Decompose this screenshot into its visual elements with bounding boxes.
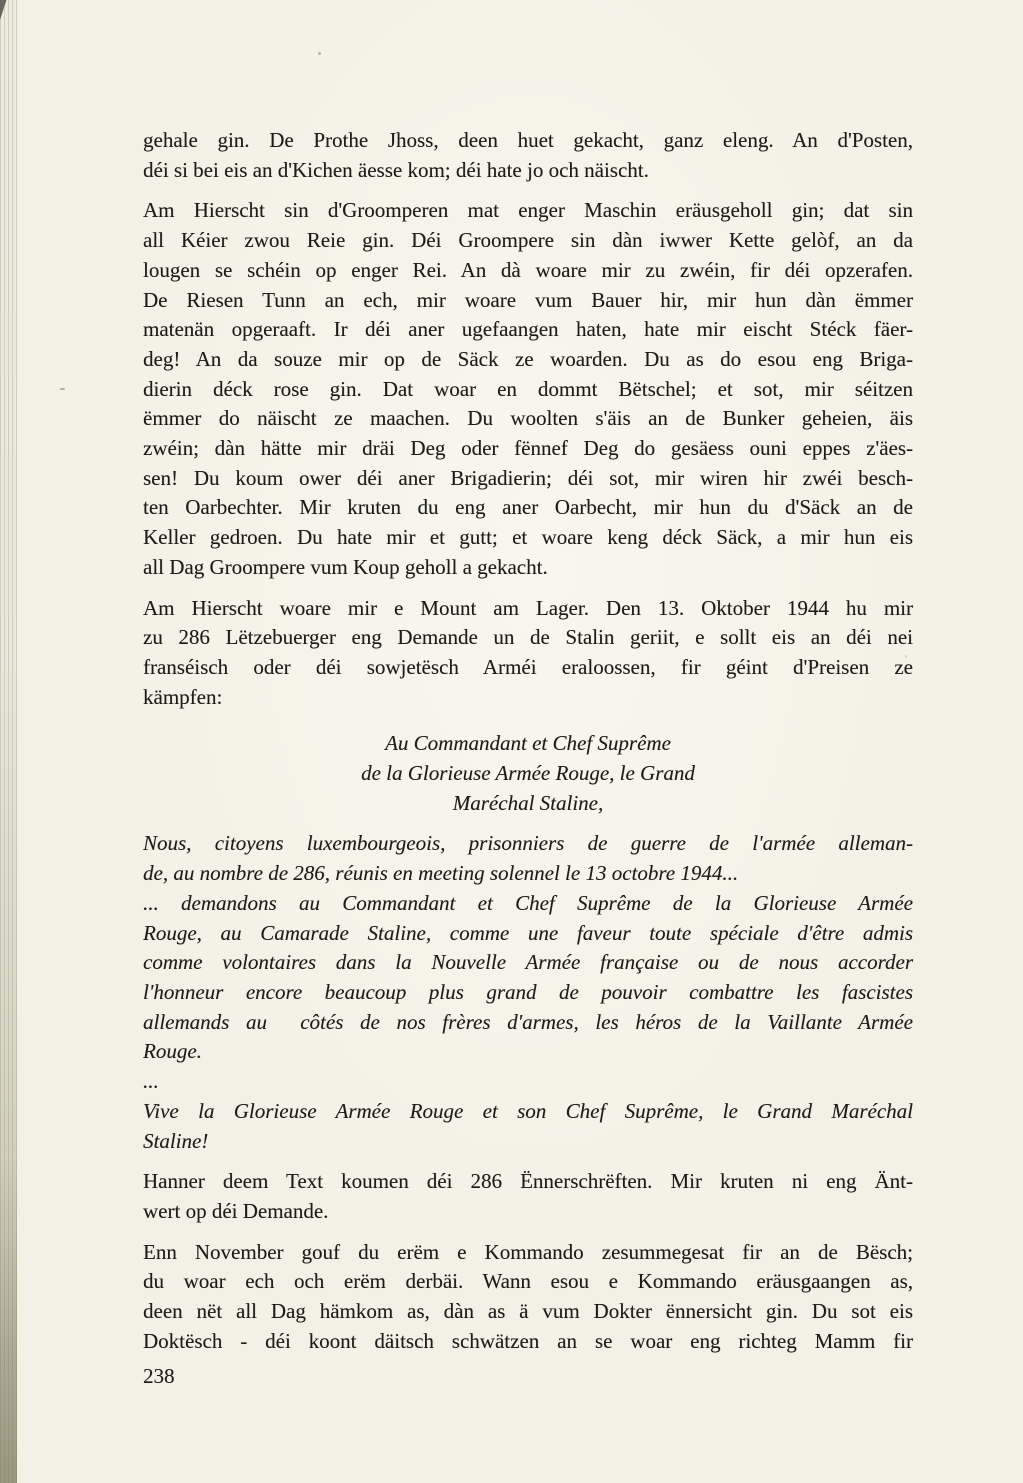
paragraph-4 (143, 1167, 913, 1226)
letter-heading (143, 729, 913, 818)
text-line: gehale gin. De Prothe Jhoss, deen huet gekacht, ganz eleng. An d'Posten, (143, 128, 913, 152)
text-line: ëmmer do näischt ze maachen. Du woolten s'äis an de Bunker geheien, äis (143, 406, 913, 431)
text-line: matenän opgeraaft. Ir déi aner ugefaangen haten, hate mir eischt Stéck fäer- (143, 317, 913, 342)
paragraph-3 (143, 594, 913, 713)
book-page-edge (0, 0, 17, 1483)
text-line: lougen se schéin op enger Rei. An dà woare mir zu zwéin, fir déi opzerafen. (143, 257, 913, 282)
text-line: comme volontaires dans la Nouvelle Armée française ou de nous accorder (143, 950, 913, 975)
text-line: deen nët all Dag hämkom as, dàn as ä vum Dokter ënnersicht gin. Du sot eis (143, 1299, 913, 1324)
text-line: De Riesen Tunn an ech, mir woare vum Bauer hir, mir hun dàn ëmmer (143, 287, 913, 312)
text-line: Keller gedroen. Du hate mir et gutt; et woare keng déck Säck, a mir hun eis (143, 525, 913, 550)
scan-speckle (318, 52, 321, 55)
text-line: franséisch oder déi sowjetësch Arméi eraloossen, fir géint d'Preisen ze (143, 654, 913, 679)
text-line: déi si bei eis an d'Kichen äesse kom; déi hate jo och näischt. (143, 157, 649, 182)
text-line: ... (143, 1069, 159, 1094)
scan-speckle (60, 388, 65, 390)
text-line: Staline! (143, 1128, 209, 1153)
text-line: Maréchal Staline, (452, 790, 604, 815)
text-line: allemands au côtés de nos frères d'armes, les héros de la Vaillante Armée (143, 1009, 913, 1034)
text-line: kämpfen: (143, 684, 223, 709)
text-line: Vive la Glorieuse Armée Rouge et son Chef Suprême, le Grand Maréchal (143, 1098, 913, 1123)
text-line: Rouge, au Camarade Staline, comme une faveur toute spéciale d'être admis (143, 920, 913, 945)
text-line: de la Glorieuse Armée Rouge, le Grand (361, 761, 695, 786)
text-line: dierin déck rose gin. Dat woar en dommt Bëtschel; et sot, mir séitzen (143, 376, 913, 401)
text-line: Au Commandant et Chef Suprême (385, 731, 671, 756)
text-line: deg! An da souze mir op de Säck ze woarden. Du as do esou eng Briga- (143, 346, 913, 371)
text-line: zu 286 Lëtzebuerger eng Demande un de Stalin geriit, e sollt eis an déi nei (143, 625, 913, 650)
text-line: l'honneur encore beaucoup plus grand de pouvoir combattre les fascistes (143, 979, 913, 1004)
text-column (143, 126, 913, 1356)
letter-body (143, 829, 913, 1156)
text-line: de, au nombre de 286, réunis en meeting solennel le 13 octobre 1944... (143, 861, 739, 886)
text-line: wert op déi Demande. (143, 1198, 329, 1223)
text-line: ... demandons au Commandant et Chef Suprême de la Glorieuse Armée (143, 890, 913, 915)
text-line: du woar ech och erëm derbäi. Wann esou e Kommando eräusgaangen as, (143, 1269, 913, 1294)
paragraph-1 (143, 126, 913, 185)
text-line: sen! Du koum ower déi aner Brigadierin; déi sot, mir wiren hir zwéi besch- (143, 465, 913, 490)
text-line: Nous, citoyens luxembourgeois, prisonniers de guerre de l'armée alleman- (143, 831, 913, 856)
text-line: Am Hierscht sin d'Groomperen mat enger Maschin eräusgeholl gin; dat sin (143, 198, 913, 223)
text-line: Enn November gouf du erëm e Kommando zesummegesat fir an de Bësch; (143, 1239, 913, 1264)
text-line: ten Oarbechter. Mir kruten du eng aner Oarbecht, mir hun du d'Säck an de (143, 495, 913, 520)
text-line: zwéin; dàn hätte mir dräi Deg oder fënnef Deg do gesäess ouni eppes z'äes- (143, 436, 913, 461)
text-line: all Kéier zwou Reie gin. Déi Groompere sin dàn iwwer Kette gelòf, an da (143, 228, 913, 253)
paragraph-2 (143, 196, 913, 582)
paragraph-5 (143, 1238, 913, 1357)
page-number: 238 (143, 1364, 175, 1388)
text-line: all Dag Groompere vum Koup geholl a gekacht. (143, 554, 548, 579)
text-line: Hanner deem Text koumen déi 286 Ënnerschrëften. Mir kruten ni eng Änt- (143, 1169, 913, 1194)
text-line: Rouge. (143, 1039, 202, 1064)
text-line: Am Hierscht woare mir e Mount am Lager. Den 13. Oktober 1944 hu mir (143, 595, 913, 620)
text-line: Doktësch - déi koont däitsch schwätzen an se woar eng richteg Mamm fir (143, 1328, 913, 1353)
